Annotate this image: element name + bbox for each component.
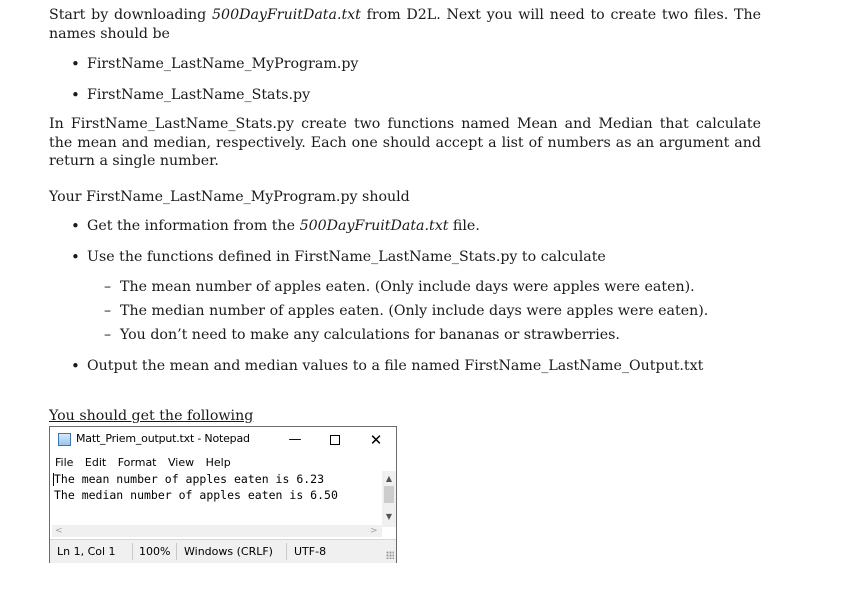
maximize-button[interactable] <box>315 429 355 451</box>
files-list <box>49 55 761 104</box>
sub-requirement-mean: – The mean number of apples eaten. (Only include days were apples were eaten). <box>49 278 761 297</box>
notepad-statusbar <box>50 539 396 563</box>
output-line: The mean number of apples eaten is 6.23 <box>54 472 325 486</box>
status-divider <box>286 543 287 560</box>
data-filename: 500DayFruitData.txt <box>212 7 361 23</box>
status-divider <box>132 543 133 560</box>
resize-grip-icon[interactable] <box>386 551 394 559</box>
scroll-left-icon[interactable]: < <box>55 526 63 536</box>
expected-output-label <box>49 407 253 425</box>
file-item: • FirstName_LastName_Stats.py <box>49 86 761 105</box>
requirement-get-info <box>49 217 761 236</box>
notepad-title: Matt_Priem_output.txt - Notepad <box>76 432 250 445</box>
notepad-window <box>49 426 397 563</box>
close-button[interactable]: ✕ <box>369 431 383 449</box>
scroll-down-icon[interactable]: ▼ <box>385 512 393 521</box>
menu-file[interactable]: File <box>55 456 74 469</box>
menu-help[interactable]: Help <box>205 456 231 469</box>
notepad-text-area[interactable] <box>52 471 384 527</box>
get-info-file: 500DayFruitData.txt <box>299 218 449 234</box>
requirements-list <box>49 217 761 375</box>
notepad-titlebar[interactable] <box>50 427 396 453</box>
file-item: • FirstName_LastName_MyProgram.py <box>49 55 761 74</box>
status-divider <box>176 543 177 560</box>
notepad-menubar <box>55 456 239 469</box>
sub-requirements-list <box>49 278 761 345</box>
sub-requirement-note: – You don’t need to make any calculations for bananas or strawberries. <box>49 326 761 345</box>
use-functions-text: Use the functions defined in FirstName_LastName_Stats.py to calculate <box>87 248 606 265</box>
output-line: The median number of apples eaten is 6.50 <box>54 488 338 502</box>
horizontal-scrollbar[interactable] <box>52 525 382 537</box>
sub-requirement-median: – The median number of apples eaten. (Only include days were apples were eaten). <box>49 302 761 321</box>
get-info-post: file. <box>448 218 480 234</box>
assignment-document <box>49 6 761 375</box>
intro-text-1: Start by downloading <box>49 7 213 23</box>
get-info-pre: Get the information from the <box>87 218 300 234</box>
status-line-ending: Windows (CRLF) <box>184 545 273 558</box>
status-zoom: 100% <box>139 545 171 558</box>
requirement-use-functions <box>49 248 761 345</box>
intro-text-2: from D2L. Next you will need to create two files. The names should be <box>49 7 761 42</box>
status-position: Ln 1, Col 1 <box>57 545 116 558</box>
notepad-app-icon <box>58 433 71 446</box>
program-heading: Your FirstName_LastName_MyProgram.py should <box>49 188 410 205</box>
minimize-button[interactable]: — <box>288 432 302 447</box>
requirement-output: • Output the mean and median values to a file named FirstName_LastName_Output.txt <box>49 357 761 376</box>
menu-format[interactable]: Format <box>117 456 157 469</box>
scroll-right-icon[interactable]: > <box>370 526 378 536</box>
intro-paragraph <box>49 6 761 43</box>
vertical-scrollbar[interactable] <box>382 471 396 527</box>
maximize-icon <box>330 435 340 445</box>
scroll-thumb[interactable] <box>384 486 394 503</box>
scroll-up-icon[interactable]: ▲ <box>385 474 393 483</box>
menu-edit[interactable]: Edit <box>84 456 107 469</box>
menu-view[interactable]: View <box>168 456 195 469</box>
text-caret <box>53 473 54 486</box>
stats-paragraph: In FirstName_LastName_Stats.py create two functions named Mean and Median that calculate the mean and median, respectively. Each one should accept a list of numbers as an argument and return a single number. <box>49 116 761 169</box>
status-encoding: UTF-8 <box>294 545 327 558</box>
expected-label-text: You should get the following <box>49 408 254 424</box>
